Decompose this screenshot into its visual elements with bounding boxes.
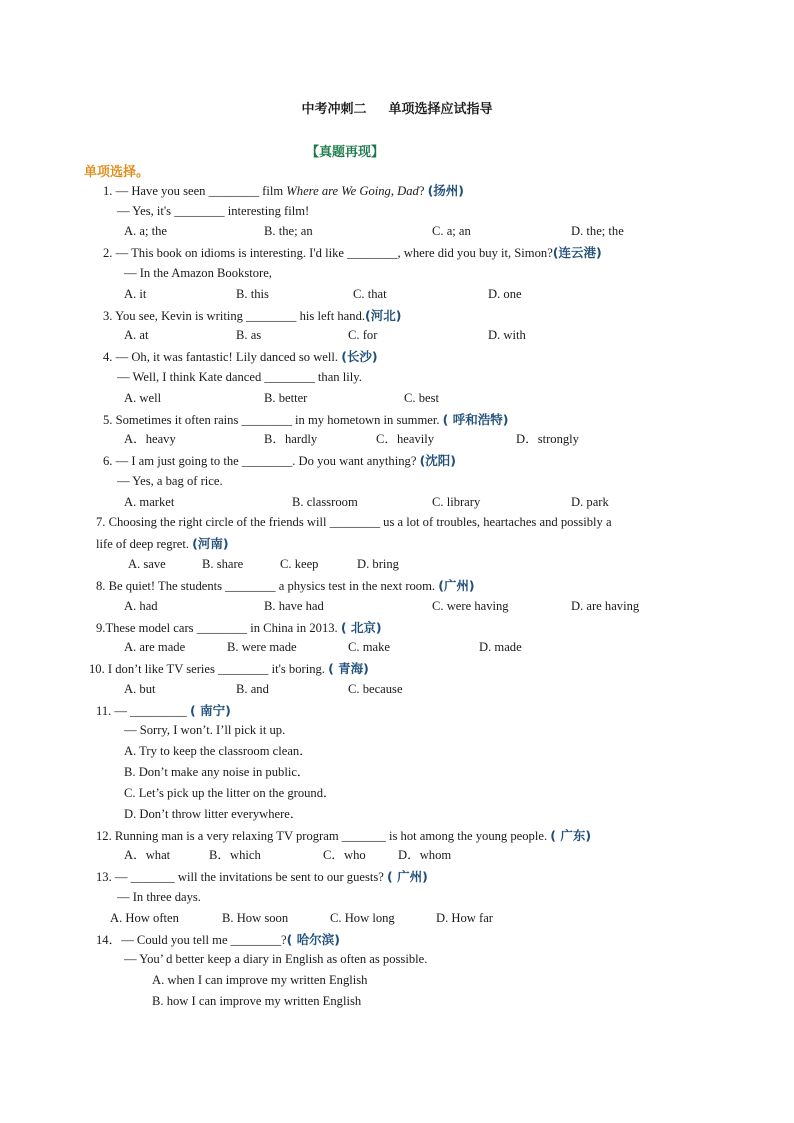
option: A. when I can improve my written English: [152, 973, 368, 987]
option: A. save: [128, 557, 166, 571]
option: A．heavy: [124, 432, 176, 446]
question-7-stem: 7. Choosing the right circle of the friends will ________ us a lot of troubles, heartaches and possibly a: [96, 515, 612, 529]
option: A. had: [124, 599, 158, 613]
page-title: [0, 98, 794, 117]
option: C. were having: [432, 599, 509, 613]
option: B．hardly: [264, 432, 318, 446]
option: C. Let’s pick up the litter on the ground．: [124, 786, 336, 800]
film-title: Where are We Going, Dad: [286, 184, 419, 198]
option: D. bring: [357, 557, 399, 571]
option: B. classroom: [292, 495, 358, 509]
question-source: (河南): [192, 536, 229, 551]
section-label: 单项选择。: [84, 165, 150, 180]
question-source: ( 广州): [387, 869, 428, 884]
option: D. made: [479, 640, 522, 654]
question-13-reply: — In three days.: [117, 890, 201, 904]
question-11-reply: — Sorry, I won’t. I’ll pick it up.: [124, 723, 286, 737]
option: D. one: [488, 287, 522, 301]
option: B．which: [209, 848, 261, 862]
question-2-stem: 2. — This book on idioms is interesting. I'd like ________, where did you buy it, Simon?(连云港): [103, 245, 602, 260]
question-1-stem: 1. — Have you seen ________ film Where are We Going, Dad? (扬州): [103, 183, 465, 198]
option: C．heavily: [376, 432, 435, 446]
option: B. as: [236, 328, 262, 342]
question-source: ( 哈尔滨): [286, 932, 340, 947]
section-subtitle: 【真题再现】: [306, 145, 385, 160]
option: D. are having: [571, 599, 640, 613]
question-source: (河北): [365, 308, 402, 323]
option: B. better: [264, 391, 308, 405]
question-14-reply: — You’ d better keep a diary in English as often as possible.: [124, 952, 428, 966]
option: B. the; an: [264, 224, 313, 238]
question-4-stem: 4. — Oh, it was fantastic! Lily danced so well. (长沙): [103, 349, 378, 364]
option: A. are made: [124, 640, 186, 654]
question-10-stem: 10. I don’t like TV series ________ it's boring. ( 青海): [89, 661, 369, 676]
question-source: ( 北京): [340, 620, 382, 635]
question-6-stem: 6. — I am just going to the ________. Do you want anything? (沈阳): [103, 453, 457, 468]
option: B. how I can improve my written English: [152, 994, 362, 1008]
question-14-stem: 14．— Could you tell me ________?( 哈尔滨): [96, 932, 340, 947]
question-8-stem: 8. Be quiet! The students ________ a physics test in the next room. (广州): [96, 578, 475, 593]
option: A. at: [124, 328, 149, 342]
question-source: ( 南宁): [190, 703, 231, 718]
question-5-stem: 5. Sometimes it often rains ________ in my hometown in summer. ( 呼和浩特): [103, 412, 509, 427]
question-1-reply: — Yes, it's ________ interesting film!: [117, 204, 310, 218]
option: D．strongly: [516, 432, 579, 446]
question-11-stem: 11. — _________ ( 南宁): [96, 703, 231, 718]
option: C. library: [432, 495, 481, 509]
option: A. but: [124, 682, 156, 696]
option: A. market: [124, 495, 175, 509]
question-6-reply: — Yes, a bag of rice.: [117, 474, 223, 488]
question-source: ( 呼和浩特): [442, 412, 509, 427]
question-2-reply: — In the Amazon Bookstore,: [124, 266, 272, 280]
question-source: (扬州): [427, 183, 465, 198]
option: C. because: [348, 682, 403, 696]
question-source: (连云港): [552, 245, 602, 260]
question-7-stem-cont: life of deep regret. (河南): [96, 536, 229, 551]
question-source: (长沙): [341, 349, 378, 364]
question-12-stem: 12. Running man is a very relaxing TV program _______ is hot among the young people. ( 广东): [96, 828, 592, 843]
question-4-reply: — Well, I think Kate danced ________ than lily.: [117, 370, 362, 384]
option: C. best: [404, 391, 439, 405]
option: B. have had: [264, 599, 324, 613]
option: D. How far: [436, 911, 494, 925]
question-source: ( 广东): [550, 828, 592, 843]
option: C. a; an: [432, 224, 471, 238]
option: A. well: [124, 391, 162, 405]
option: A．what: [124, 848, 171, 862]
option: C. keep: [280, 557, 319, 571]
option: C．who: [323, 848, 366, 862]
option: D. Don’t throw litter everywhere．: [124, 807, 303, 821]
option: D．whom: [398, 848, 452, 862]
question-source: (沈阳): [419, 453, 457, 468]
option: A. it: [124, 287, 147, 301]
question-13-stem: 13. — _______ will the invitations be sent to our guests? ( 广州): [96, 869, 428, 884]
option: A. a; the: [124, 224, 168, 238]
option: D. park: [571, 495, 609, 509]
option: D. with: [488, 328, 526, 342]
option: B. this: [236, 287, 269, 301]
question-source: ( 青海): [328, 661, 369, 676]
option: B. and: [236, 682, 269, 696]
title-main: 中考冲刺二: [301, 102, 367, 117]
option: B. share: [202, 557, 244, 571]
option: C. How long: [330, 911, 395, 925]
option: D. the; the: [571, 224, 624, 238]
option: C. make: [348, 640, 390, 654]
title-sub: 单项选择应试指导: [388, 102, 493, 117]
option: B. How soon: [222, 911, 289, 925]
question-3-stem: 3. You see, Kevin is writing ________ his left hand.(河北): [103, 308, 402, 323]
question-9-stem: 9.These model cars ________ in China in 2013. ( 北京): [96, 620, 382, 635]
question-source: (广州): [438, 578, 475, 593]
option: C. for: [348, 328, 378, 342]
option: A. Try to keep the classroom clean．: [124, 744, 312, 758]
option: B. were made: [227, 640, 297, 654]
option: B. Don’t make any noise in public．: [124, 765, 310, 779]
option: C. that: [353, 287, 387, 301]
option: A. How often: [110, 911, 179, 925]
